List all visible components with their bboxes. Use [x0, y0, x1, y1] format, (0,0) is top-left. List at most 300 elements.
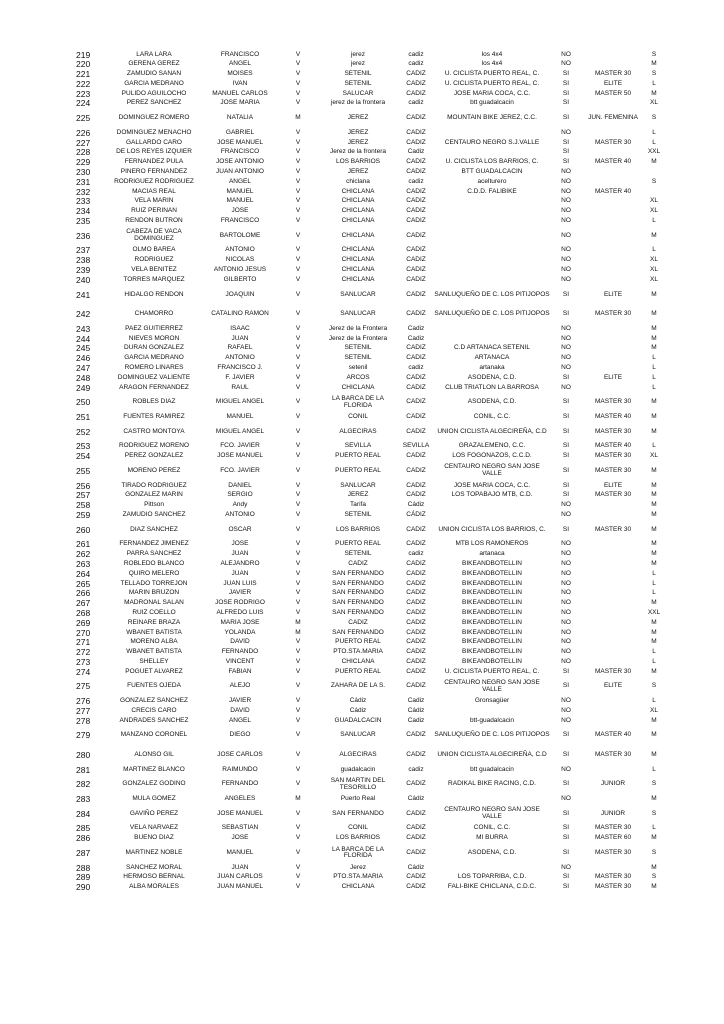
cell-category: MASTER 30 — [594, 452, 632, 460]
cell-category — [582, 559, 644, 569]
cell-town: LA BARCA DE LA FLORIDA — [331, 845, 385, 860]
cell-federated: NO — [561, 275, 571, 283]
cell-bib-number: 256 — [76, 481, 91, 491]
cell-town: LOS BARRIOS — [335, 834, 381, 842]
cell-province: CADIZ — [406, 187, 426, 195]
cell-category — [582, 207, 644, 217]
table-row — [64, 79, 664, 89]
cell-first-name: ANGEL — [228, 177, 252, 185]
cell-town: PTO.STA.MARIA — [333, 648, 383, 656]
cell-surname: ALBA MORALES — [129, 883, 179, 891]
cell-federated: SI — [562, 873, 570, 881]
cell-gender: M — [295, 628, 301, 636]
cell-first-name: Andy — [232, 501, 248, 509]
cell-federated: SI — [562, 466, 570, 474]
cell-size: L — [652, 442, 656, 450]
cell-town: CHICLANA — [341, 246, 375, 254]
cell-town: LA BARCA DE LA FLORIDA — [331, 394, 385, 409]
cell-category — [582, 256, 644, 266]
cell-federated: NO — [561, 207, 571, 215]
cell-town: SETENIL — [344, 344, 372, 352]
cell-club — [434, 148, 550, 158]
cell-town: PTO.STA.MARIA — [333, 873, 383, 881]
table-row — [64, 70, 664, 80]
cell-club: UNION CICLISTA ALGECIREÑA, C.D — [437, 427, 547, 435]
cell-province: CADIZ — [406, 138, 426, 146]
cell-bib-number: 279 — [76, 730, 91, 741]
cell-surname: ALONSO GIL — [134, 750, 174, 758]
cell-bib-number: 248 — [76, 373, 91, 383]
table-row — [64, 109, 664, 129]
cell-first-name: JOSE MANUEL — [217, 452, 263, 460]
cell-federated: NO — [561, 579, 571, 587]
cell-category — [582, 217, 644, 227]
cell-surname: MACIAS REAL — [132, 187, 176, 195]
cell-category: MASTER 40 — [594, 187, 632, 195]
cell-size — [644, 187, 664, 197]
cell-gender: V — [295, 648, 301, 656]
cell-bib-number: 271 — [76, 637, 91, 648]
cell-first-name: JUAN CARLOS — [217, 873, 263, 881]
cell-first-name: ANGELES — [224, 795, 256, 803]
cell-first-name: FABIAN — [228, 667, 252, 675]
cell-size: L — [652, 364, 656, 371]
table-row — [64, 706, 664, 716]
cell-surname: FERNANDEZ PULA — [124, 158, 184, 166]
cell-bib-number: 254 — [76, 451, 91, 462]
cell-town: CHICLANA — [341, 231, 375, 239]
cell-gender: V — [295, 138, 301, 146]
cell-surname: ROBLEDO BLANCO — [123, 559, 185, 567]
cell-federated: SI — [562, 481, 570, 489]
cell-first-name: RAIMUNDO — [222, 765, 258, 773]
cell-category: MASTER 30 — [594, 824, 632, 832]
cell-bib-number: 220 — [76, 59, 91, 70]
cell-province: CADIZ — [406, 310, 426, 318]
table-row — [64, 628, 664, 638]
cell-bib-number: 246 — [76, 353, 91, 364]
cell-club: ASODENA, C.D. — [467, 373, 517, 381]
cell-club: BIKEANDBOTELLIN — [462, 648, 522, 656]
cell-club: los 4x4 — [481, 60, 503, 68]
cell-size: M — [651, 550, 657, 558]
table-row — [64, 266, 664, 276]
cell-size: L — [652, 373, 656, 381]
cell-surname: RENDON BUTRON — [125, 217, 183, 225]
cell-first-name: RAUL — [231, 383, 249, 391]
cell-club: CONIL, C.C. — [473, 412, 511, 420]
cell-town: jerez — [350, 60, 366, 68]
cell-surname: DE LOS REYES IZQUIER — [116, 148, 192, 156]
cell-category — [582, 540, 644, 550]
cell-gender: V — [295, 364, 301, 371]
cell-surname: PULIDO AGUILOCHO — [121, 89, 187, 97]
cell-category — [582, 795, 644, 805]
cell-province: Cádiz — [407, 501, 425, 509]
cell-surname: WBANET BATISTA — [126, 628, 182, 636]
cell-province: CADIZ — [406, 638, 426, 646]
cell-bib-number: 234 — [76, 206, 91, 217]
cell-province: CADIZ — [406, 780, 426, 788]
cell-town: CONIL — [348, 824, 368, 832]
cell-club: artanaka — [479, 364, 505, 371]
cell-bib-number: 258 — [76, 500, 91, 511]
cell-size: XXL — [647, 148, 661, 156]
cell-category — [582, 148, 644, 158]
table-row — [64, 775, 664, 795]
cell-gender: M — [295, 114, 301, 122]
cell-size: M — [651, 628, 657, 636]
cell-province: Cadiz — [407, 334, 425, 342]
cell-province: CADIZ — [406, 848, 426, 856]
cell-province: CADIZ — [406, 667, 426, 675]
table-row — [64, 481, 664, 491]
cell-gender: M — [295, 795, 301, 803]
cell-club: LOS TOPARRIBA, C.D. — [457, 873, 527, 881]
cell-town: SAN FERNANDO — [332, 589, 384, 597]
cell-size: L — [652, 765, 656, 773]
cell-gender: V — [295, 70, 301, 78]
cell-size: M — [651, 618, 657, 626]
cell-province: CADIZ — [406, 540, 426, 548]
table-row — [64, 89, 664, 99]
cell-bib-number: 230 — [76, 167, 91, 178]
cell-size: M — [651, 481, 657, 489]
cell-bib-number: 266 — [76, 588, 91, 599]
cell-first-name: CATALINO RAMON — [211, 310, 269, 318]
cell-federated: SI — [562, 310, 570, 318]
table-row — [64, 540, 664, 550]
cell-bib-number: 244 — [76, 334, 91, 344]
cell-town: CONIL — [348, 412, 368, 420]
cell-federated: NO — [561, 266, 571, 274]
cell-federated: NO — [561, 50, 571, 58]
table-row — [64, 657, 664, 667]
cell-gender: M — [295, 618, 301, 626]
cell-surname: VELA BENITEZ — [131, 266, 177, 274]
cell-size: S — [651, 70, 657, 78]
cell-surname: Pittson — [144, 501, 164, 509]
cell-gender: V — [295, 731, 301, 739]
cell-size: L — [652, 697, 656, 705]
cell-surname: REINARE BRAZA — [127, 618, 181, 626]
cell-town: SAN FERNANDO — [332, 599, 384, 607]
cell-town: SALUCAR — [342, 89, 374, 97]
cell-bib-number: 287 — [76, 847, 91, 858]
cell-club: LOS TOPABAJO MTB, C.D. — [451, 491, 533, 499]
cell-federated: SI — [562, 491, 570, 499]
cell-town: SEVILLA — [344, 442, 372, 450]
cell-town: SAN MARTIN DEL TESORILLO — [330, 776, 386, 791]
cell-first-name: ANTONIO — [225, 246, 255, 254]
cell-surname: VELA MARIN — [134, 197, 174, 205]
cell-province: CADIZ — [406, 217, 426, 225]
cell-federated: SI — [562, 682, 570, 690]
cell-first-name: JUAN — [231, 550, 249, 558]
cell-size: M — [651, 716, 657, 724]
cell-federated: NO — [561, 589, 571, 597]
table-row — [64, 442, 664, 452]
cell-category — [582, 275, 644, 285]
cell-size: M — [651, 501, 657, 509]
cell-federated: NO — [561, 187, 571, 195]
cell-bib-number: 235 — [76, 216, 91, 227]
cell-club: ASODENA, C.D. — [467, 848, 517, 856]
cell-bib-number: 222 — [76, 79, 91, 89]
cell-club: acelturero — [477, 177, 507, 185]
cell-size: XL — [650, 197, 658, 205]
table-row — [64, 285, 664, 305]
cell-federated: NO — [561, 256, 571, 264]
cell-federated: NO — [561, 540, 571, 548]
cell-federated: NO — [561, 364, 571, 371]
cell-gender: V — [295, 834, 301, 842]
cell-club: U. CICLISTA PUERTO REAL, C. — [444, 70, 540, 78]
cell-club: CENTAURO NEGRO SAN JOSE VALLE — [444, 806, 540, 821]
table-row — [64, 452, 664, 462]
cell-bib-number: 282 — [76, 779, 91, 790]
cell-province: CADIZ — [406, 158, 426, 166]
cell-first-name: RAFAEL — [227, 344, 253, 352]
cell-federated: NO — [561, 648, 571, 656]
cell-federated: NO — [561, 231, 571, 239]
cell-province: Cadiz — [407, 148, 425, 156]
cell-surname: MARTINEZ NOBLE — [125, 848, 183, 856]
cell-category — [582, 599, 644, 609]
cell-gender: V — [295, 207, 301, 215]
cell-first-name: JOSE RODRIGO — [215, 599, 265, 607]
cell-gender: V — [295, 697, 301, 705]
cell-category — [582, 638, 644, 648]
table-row — [64, 697, 664, 707]
cell-first-name: FRANCISCO — [220, 217, 260, 225]
cell-gender: V — [295, 148, 301, 156]
cell-federated: NO — [561, 863, 571, 871]
cell-size: S — [651, 780, 657, 788]
cell-federated: NO — [561, 383, 571, 391]
cell-bib-number: 245 — [76, 343, 91, 354]
cell-town: JEREZ — [347, 138, 369, 146]
table-row — [64, 412, 664, 422]
cell-first-name: JOSE MANUEL — [217, 809, 263, 817]
cell-bib-number: 229 — [76, 157, 91, 168]
cell-federated: SI — [562, 824, 570, 832]
cell-size: M — [651, 667, 657, 675]
cell-surname: POGUET ALVAREZ — [125, 667, 183, 675]
cell-province: CADIZ — [406, 481, 426, 489]
cell-size: XL — [650, 452, 658, 460]
cell-town: Puerto Real — [340, 795, 376, 803]
cell-club: FALI-BIKE CHICLANA, C.D.C. — [447, 883, 537, 891]
cell-surname: MORENO PEREZ — [127, 466, 181, 474]
cell-category — [582, 383, 644, 393]
cell-bib-number: 247 — [76, 363, 91, 373]
cell-size: S — [651, 809, 657, 817]
cell-gender: V — [295, 608, 301, 616]
cell-town: SETENIL — [344, 79, 372, 87]
table-row — [64, 520, 664, 540]
cell-gender: V — [295, 657, 301, 665]
cell-province: cadiz — [408, 50, 424, 58]
cell-federated: NO — [561, 706, 571, 714]
cell-gender: V — [295, 589, 301, 597]
cell-gender: V — [295, 809, 301, 817]
cell-category — [582, 863, 644, 873]
cell-bib-number: 289 — [76, 872, 91, 883]
table-row — [64, 726, 664, 746]
cell-first-name: MIGUEL ANGEL — [215, 398, 265, 406]
cell-first-name: MANUEL — [226, 848, 254, 856]
cell-first-name: ALEJANDRO — [220, 559, 260, 567]
cell-province: CADIZ — [406, 168, 426, 176]
cell-club: GRAZALEMEÑO, C.C. — [458, 442, 526, 450]
cell-size: M — [651, 398, 657, 406]
cell-bib-number: 264 — [76, 569, 91, 579]
table-row — [64, 491, 664, 501]
cell-federated: SI — [562, 442, 570, 450]
cell-first-name: BARTOLOME — [219, 231, 261, 239]
cell-size: M — [651, 834, 657, 842]
cell-federated: SI — [562, 750, 570, 758]
table-row — [64, 795, 664, 805]
cell-first-name: DAVID — [230, 638, 250, 646]
cell-first-name: JOSE MARIA — [220, 99, 260, 107]
cell-province: CADIZ — [406, 256, 426, 264]
cell-town: CHICLANA — [341, 383, 375, 391]
cell-category: MASTER 50 — [594, 89, 632, 97]
cell-bib-number: 290 — [76, 882, 91, 893]
cell-town: CHICLANA — [341, 883, 375, 891]
cell-town: Cádiz — [349, 706, 367, 714]
cell-surname: CASTRO MONTOYA — [123, 427, 185, 435]
cell-category: MASTER 30 — [594, 873, 632, 881]
cell-size: L — [652, 138, 656, 146]
cell-town: PUERTO REAL — [335, 466, 381, 474]
cell-category — [582, 334, 644, 344]
table-row — [64, 246, 664, 256]
cell-first-name: FCO. JAVIER — [220, 442, 260, 450]
cell-club: BIKEANDBOTELLIN — [462, 638, 522, 646]
cell-town: PUERTO REAL — [335, 667, 381, 675]
cell-first-name: ANTONIO JESUS — [213, 266, 267, 274]
table-row — [64, 383, 664, 393]
cell-size: M — [651, 427, 657, 435]
cell-bib-number: 281 — [76, 765, 91, 775]
cell-category: MASTER 30 — [594, 398, 632, 406]
table-row — [64, 667, 664, 677]
cell-town: SAN FERNANDO — [332, 569, 384, 577]
cell-bib-number: 284 — [76, 808, 91, 819]
cell-bib-number: 225 — [76, 113, 91, 124]
cell-bib-number: 227 — [76, 138, 91, 148]
cell-gender: V — [295, 168, 301, 176]
table-row — [64, 177, 664, 187]
cell-gender: V — [295, 550, 301, 558]
cell-town: JEREZ — [347, 128, 369, 136]
cell-bib-number: 240 — [76, 275, 91, 285]
cell-town: ALGECIRAS — [339, 427, 377, 435]
cell-bib-number: 226 — [76, 128, 91, 138]
cell-category: MASTER 60 — [594, 834, 632, 842]
cell-club: MI BURRA — [476, 834, 508, 842]
cell-town: CHICLANA — [341, 275, 375, 283]
table-row — [64, 207, 664, 217]
cell-town: LOS BARRIOS — [335, 158, 381, 166]
cell-town: PUERTO REAL — [335, 638, 381, 646]
cell-town: ZAHARA DE LA S. — [330, 682, 386, 690]
cell-first-name: ALFREDO LUIS — [216, 608, 264, 616]
cell-province: Cádiz — [407, 863, 425, 871]
cell-province: cadiz — [408, 550, 424, 558]
cell-province: CADIZ — [406, 197, 426, 205]
cell-category: JUN. FEMENINA — [588, 114, 638, 122]
table-row — [64, 834, 664, 844]
cell-province: CADIZ — [406, 579, 426, 587]
cell-category — [582, 510, 644, 520]
cell-province: CADIZ — [406, 569, 426, 577]
cell-surname: RODRIGUEZ MORENO — [118, 442, 190, 450]
table-row — [64, 569, 664, 579]
cell-federated: SI — [562, 848, 570, 856]
cell-club — [434, 863, 550, 873]
cell-size: M — [651, 559, 657, 567]
cell-club: LOS FOGONAZOS, C.C.D. — [452, 452, 532, 460]
cell-size: XL — [650, 207, 658, 215]
cell-first-name: MANUEL — [226, 197, 254, 205]
cell-first-name: JUAN — [231, 569, 249, 577]
cell-town: SANLUCAR — [340, 310, 376, 318]
cell-club — [434, 706, 550, 716]
cell-size: L — [652, 383, 656, 391]
cell-province: CADIZ — [406, 873, 426, 881]
cell-size: S — [651, 848, 657, 856]
cell-town: JEREZ — [347, 168, 369, 176]
cell-gender: V — [295, 373, 301, 381]
cell-bib-number: 261 — [76, 539, 91, 550]
cell-province: CADIZ — [406, 427, 426, 435]
cell-gender: V — [295, 559, 301, 567]
cell-club: btt-guadalcacin — [469, 716, 515, 724]
cell-surname: DIAZ SANCHEZ — [130, 525, 178, 533]
cell-club: BIKEANDBOTELLIN — [462, 618, 522, 626]
cell-province: CADIZ — [406, 266, 426, 274]
table-row — [64, 344, 664, 354]
cell-province: CADIZ — [406, 559, 426, 567]
cell-province: CADIZ — [406, 618, 426, 626]
cell-federated: SI — [562, 138, 570, 146]
cell-gender: V — [295, 540, 301, 548]
cell-bib-number: 251 — [76, 412, 91, 422]
cell-surname: PAEZ GUITIERREZ — [125, 324, 183, 332]
cell-category — [582, 266, 644, 276]
cell-gender: V — [295, 290, 301, 298]
cell-town: LOS BARRIOS — [335, 525, 381, 533]
cell-category: ELITE — [603, 290, 623, 298]
cell-town: Jerez de la Frontera — [328, 334, 388, 342]
cell-surname: CRECIS CARO — [131, 706, 177, 714]
cell-town: guadalcacin — [340, 765, 376, 773]
cell-town: jerez de la frontera — [330, 99, 386, 107]
cell-town: GUADALCACIN — [334, 716, 382, 724]
cell-federated: SI — [562, 99, 570, 107]
cell-club: U. CICLISTA PUERTO REAL, C. — [444, 79, 540, 87]
cell-category: JUNIOR — [600, 809, 626, 817]
cell-club: BIKEANDBOTELLIN — [462, 599, 522, 607]
cell-province: CADIZ — [406, 373, 426, 381]
cell-bib-number: 228 — [76, 147, 91, 158]
table-row — [64, 589, 664, 599]
cell-province: CADIZ — [406, 275, 426, 283]
